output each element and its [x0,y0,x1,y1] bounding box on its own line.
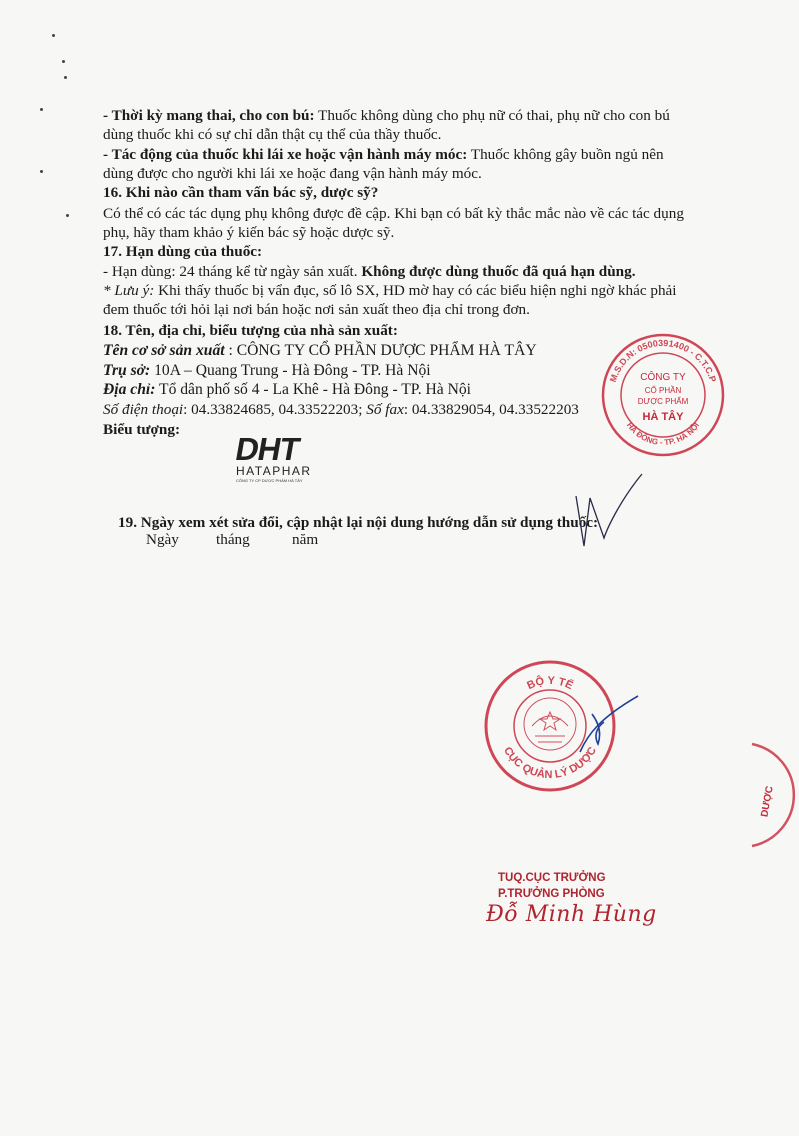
signature-line2: P.TRƯỞNG PHÒNG [498,888,605,900]
edge-stamp [744,740,799,850]
company-stamp-outer-text: M.S.D.N: 0500391400 - C.T.C.P [607,337,719,384]
section17-line-1 [103,262,763,281]
fax-value: : 04.33829054, 04.33522203 [403,401,579,418]
section17-note-2: đem thuốc tới hỏi lại nơi bán hoặc nơi sản xuất theo địa chỉ trong đơn. [103,301,530,318]
address-value: Tổ dân phố số 4 - La Khê - Hà Đông - TP. Hà Nội [155,381,472,398]
signature-line1: TUQ.CỤC TRƯỞNG [498,872,606,884]
section19-heading: 19. Ngày xem xét sửa đổi, cập nhật lại nội dung hướng dẫn sử dụng thuốc: [118,514,599,531]
section16-text-1: Có thể có các tác dụng phụ không được đề cập. Khi bạn có bất kỳ thắc mắc nào về các tác dụng [103,205,684,222]
logo-label: Biểu tượng: [103,421,181,438]
driving-text-2: dùng được cho người khi lái xe hoặc đang vận hành máy móc. [103,165,482,182]
company-logo [232,431,326,494]
pregnancy-text-2: dùng thuốc khi có sự chỉ dẫn thật cụ thể của thầy thuốc. [103,126,442,143]
logo-name: HATAPHAR [236,464,312,478]
logo-mark: DHT [232,431,302,467]
logo-sub: CÔNG TY CP DƯỢC PHẨM HÀ TÂY [236,478,303,483]
date-month: tháng [216,531,250,548]
pregnancy-line-2 [103,125,763,144]
driving-text-1: Thuốc không gây buồn ngủ nên [467,146,664,163]
scan-speck [66,214,69,217]
company-stamp-line4: HÀ TÂY [642,411,684,423]
fax-label: Số fax [366,401,404,418]
phone-value: : 04.33824685, 04.33522203; [183,401,367,418]
expiry-warning: Không được dùng thuốc đã quá hạn dùng. [361,263,636,280]
scan-speck [62,60,65,63]
pregnancy-label: - Thời kỳ mang thai, cho con bú: [103,107,315,124]
phone-label: Số điện thoại [103,401,184,418]
ministry-stamp-top-text: BỘ Y TẾ [525,674,575,693]
driving-line-1 [103,145,763,164]
scan-speck [40,108,43,111]
note-label: * Lưu ý: [103,282,155,299]
ministry-stamp-bottom-text: CỤC QUẢN LÝ DƯỢC [501,745,599,782]
pregnancy-line-1 [103,106,763,125]
section16-text-2: phụ, hãy tham khảo ý kiến bác sỹ hoặc dược sỹ. [103,224,395,241]
svg-text:HÀ ĐÔNG - TP. HÀ NỘI [625,421,701,447]
date-year: năm [292,531,319,548]
section17-heading: 17. Hạn dùng của thuốc: [103,243,263,260]
driving-label: - Tác động của thuốc khi lái xe hoặc vận hành máy móc: [103,146,468,163]
facility-value: : CÔNG TY CỔ PHẦN DƯỢC PHẨM HÀ TÂY [224,342,537,359]
ministry-signature [574,688,644,758]
scan-speck [52,34,55,37]
expiry-text: - Hạn dùng: 24 tháng kể từ ngày sản xuất. [103,263,362,280]
company-stamp-line3: DƯỢC PHẨM [637,397,689,406]
date-day: Ngày [146,531,179,548]
pregnancy-text-1: Thuốc không dùng cho phụ nữ có thai, phụ nữ cho con bú [314,107,670,124]
company-stamp [598,330,728,460]
address-label: Địa chỉ: [103,381,156,398]
company-stamp-line1: CÔNG TY [640,372,686,383]
facility-label: Tên cơ sở sản xuất [103,342,225,359]
hq-label: Trụ sở: [103,362,151,379]
company-signature [570,468,650,558]
scan-speck [40,170,43,173]
company-stamp-line2: CỔ PHẦN [644,386,682,395]
national-emblem-icon [524,698,576,750]
section17-note-1 [103,281,763,300]
scan-speck [64,76,67,79]
hq-value: 10A – Quang Trung - Hà Đông - TP. Hà Nội [150,362,431,379]
section18-heading: 18. Tên, địa chỉ, biểu tượng của nhà sản xuất: [103,322,398,339]
company-stamp-bottom-text: HÀ ĐÔNG - TP. HÀ NỘI [624,420,702,448]
section16-heading: 16. Khi nào cần tham vấn bác sỹ, dược sỹ? [103,184,379,201]
driving-line-2 [103,164,763,183]
note-text-1: Khi thấy thuốc bị vẩn đục, số lô SX, HD mờ hay có các biểu hiện nghi ngờ khác phải [154,282,677,299]
signer-name: Đỗ Minh Hùng [486,902,657,927]
edge-stamp-text: DƯỢC [759,785,776,818]
